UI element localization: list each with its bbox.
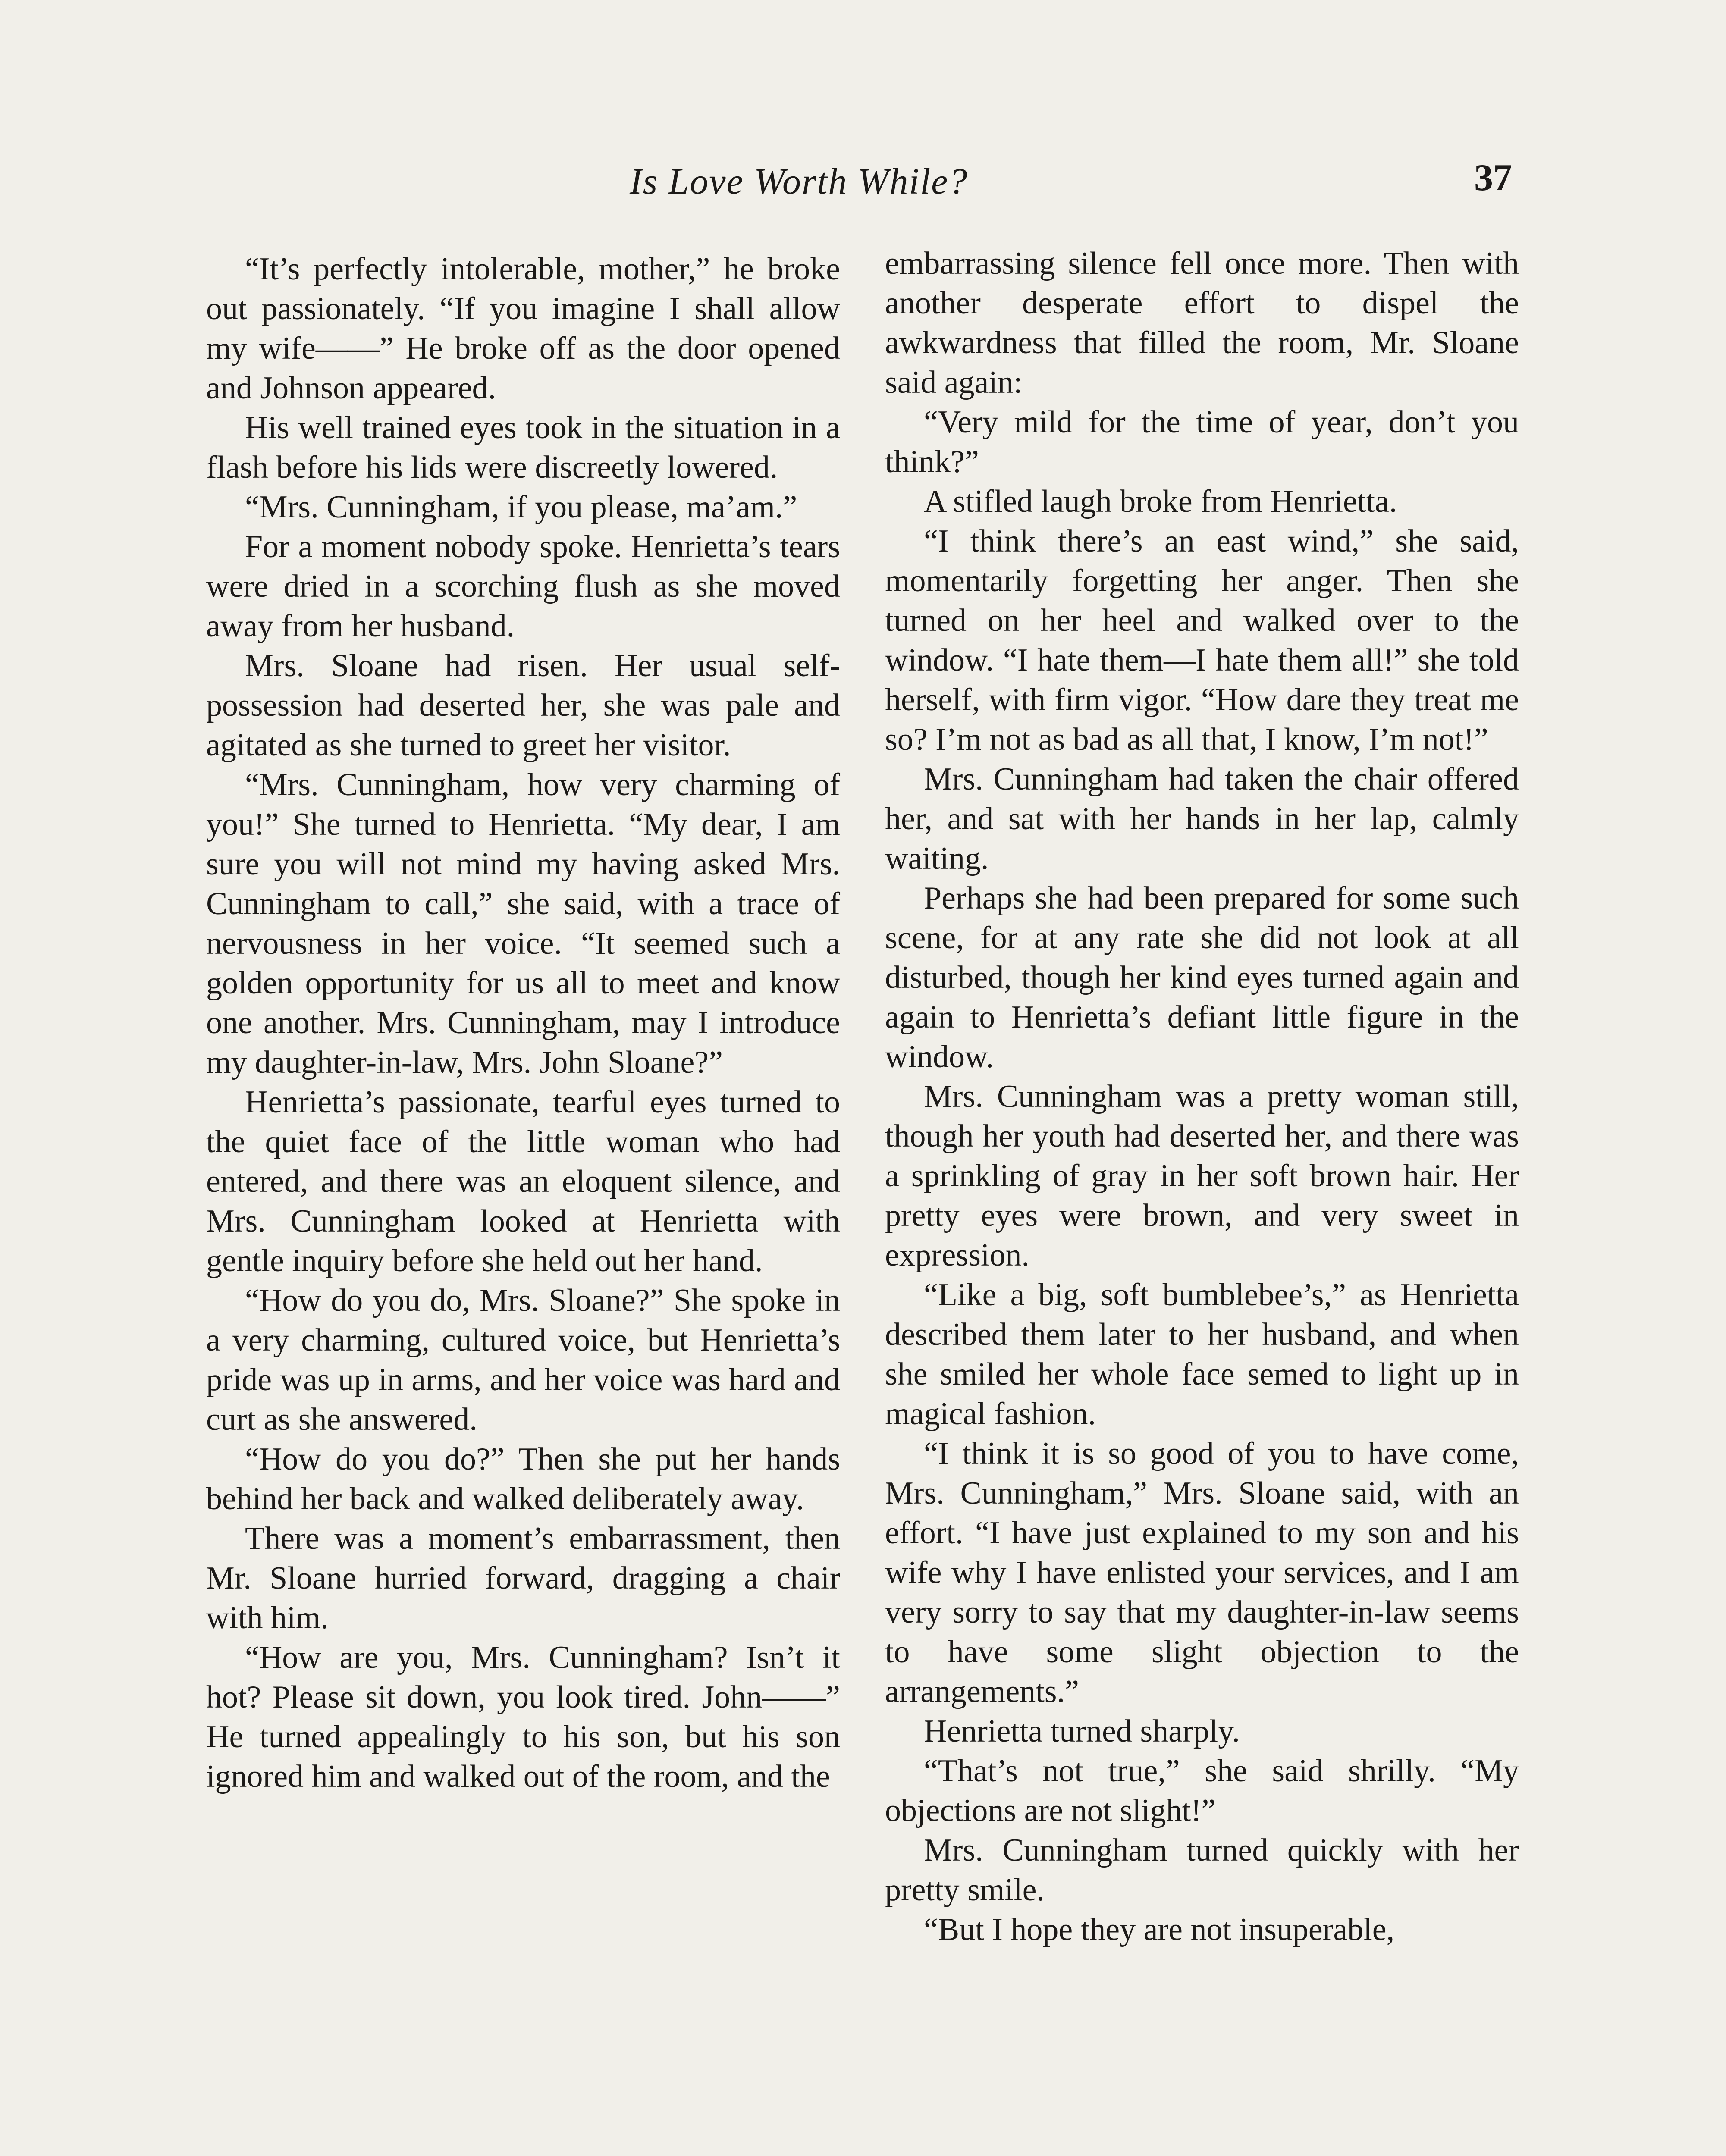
paragraph: “Mrs. Cunningham, how very charming of you!” She turned to Henrietta. “My dear, I am sure you will not mind my having asked Mrs. Cunningham to call,” she said, with a trace of nervousness in her voice. “It seemed such a golden opportunity for us all to meet and know one another. Mrs. Cunningham, may I introduce my daughter-in-law, Mrs. John Sloane?” xyxy=(206,767,840,1080)
right-column xyxy=(885,244,1519,1949)
paragraph: “I think there’s an east wind,” she said, momentarily forgetting her anger. Then she turned on her heel and walked over to the window. “I hate them—I hate them all!” she told herself, with firm vigor. “How dare they treat me so? I’m not as bad as all that, I know, I’m not!” xyxy=(885,523,1519,757)
paragraph: A stifled laugh broke from Henrietta. xyxy=(924,484,1397,519)
running-title: Is Love Worth While? xyxy=(630,160,968,202)
paragraph: There was a moment’s embarrassment, then Mr. Sloane hurried forward, dragging a chair with him. xyxy=(206,1521,840,1636)
paragraph: For a moment nobody spoke. Henrietta’s tears were dried in a scorching flush as she moved away from her husband. xyxy=(206,529,840,644)
page-number: 37 xyxy=(1474,157,1512,199)
paragraph: “That’s not true,” she said shrilly. “My objections are not slight!” xyxy=(885,1753,1519,1828)
left-column xyxy=(206,249,840,1796)
paragraph: “I think it is so good of you to have come, Mrs. Cunningham,” Mrs. Sloane said, with an effort. “I have just explained to my son and his wife why I have enlisted your services, and I am very sorry to say that my daughter-in-law seems to have some slight objection to the arrangements.” xyxy=(885,1436,1519,1709)
paragraph: Mrs. Cunningham was a pretty woman still, though her youth had deserted her, and there was a sprinkling of gray in her soft brown hair. Her pretty eyes were brown, and very sweet in expression. xyxy=(885,1079,1519,1273)
paragraph: Henrietta’s passionate, tearful eyes turned to the quiet face of the little woman who had entered, and there was an eloquent silence, and Mrs. Cunningham looked at Henrietta with gentle inquiry before she held out her hand. xyxy=(206,1084,840,1279)
paragraph: “How do you do, Mrs. Sloane?” She spoke in a very charming, cultured voice, but Henrietta’s pride was up in arms, and her voice was hard and curt as she answered. xyxy=(206,1283,840,1437)
paragraph: Perhaps she had been prepared for some such scene, for at any rate she did not look at all disturbed, though her kind eyes turned again and again to Henrietta’s defiant little figure in the window. xyxy=(885,881,1519,1075)
paragraph: embarrassing silence fell once more. Then with another desperate effort to dispel the awkwardness that filled the room, Mr. Sloane said again: xyxy=(885,246,1519,400)
paragraph: “Like a big, soft bumblebee’s,” as Henrietta described them later to her husband, and when she smiled her whole face semed to light up in magical fashion. xyxy=(885,1277,1519,1432)
paragraph: “Mrs. Cunningham, if you please, ma’am.” xyxy=(245,489,797,525)
paragraph: “How are you, Mrs. Cunningham? Isn’t it hot? Please sit down, you look tired. John——” He turned appealingly to his son, but his son ignored him and walked out of the room, and the xyxy=(206,1640,840,1794)
paragraph: His well trained eyes took in the situation in a flash before his lids were discreetly lowered. xyxy=(206,410,840,485)
paragraph: “How do you do?” Then she put her hands behind her back and walked deliberately away. xyxy=(206,1442,840,1517)
paragraph: Henrietta turned sharply. xyxy=(924,1714,1240,1749)
paragraph: Mrs. Sloane had risen. Her usual self-possession had deserted her, she was pale and agitated as she turned to greet her visitor. xyxy=(206,648,840,763)
paragraph: Mrs. Cunningham had taken the chair offered her, and sat with her hands in her lap, calmly waiting. xyxy=(885,761,1519,876)
paragraph: Mrs. Cunningham turned quickly with her pretty smile. xyxy=(885,1833,1519,1908)
paragraph: “It’s perfectly intolerable, mother,” he broke out passionately. “If you imagine I shall allow my wife——” He broke off as the door opened and Johnson appeared. xyxy=(206,251,840,406)
paragraph: “But I hope they are not insuperable, xyxy=(924,1912,1395,1947)
paragraph: “Very mild for the time of year, don’t you think?” xyxy=(885,404,1519,479)
